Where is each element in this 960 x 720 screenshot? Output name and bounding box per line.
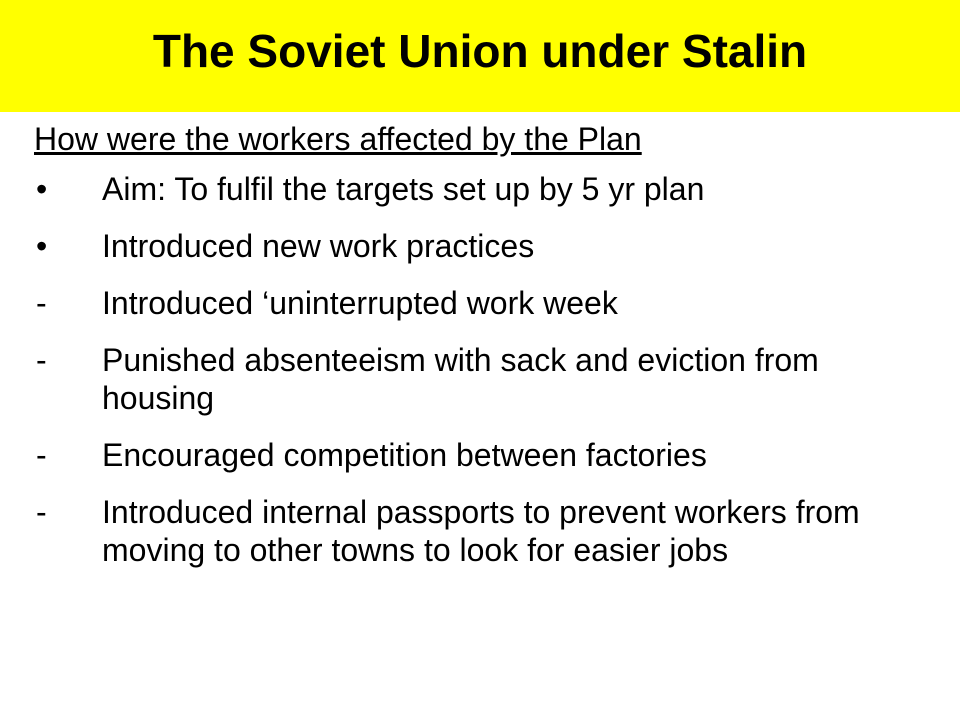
slide-subheading: How were the workers affected by the Plan xyxy=(34,121,642,157)
list-item xyxy=(34,493,934,569)
title-bar xyxy=(0,0,960,112)
bullet-marker: • xyxy=(36,171,48,207)
bullet-marker: • xyxy=(36,228,48,264)
list-item-text: Introduced internal passports to prevent workers from moving to other towns to look for easier jobs xyxy=(102,494,860,568)
slide-title: The Soviet Union under Stalin xyxy=(152,25,808,77)
list-item-text: Introduced new work practices xyxy=(102,228,535,264)
list-item xyxy=(34,341,934,417)
slide-content xyxy=(34,116,934,588)
list-item-text: Encouraged competition between factories xyxy=(102,437,707,473)
list-item xyxy=(34,227,934,265)
dash-marker: - xyxy=(36,342,47,378)
list-item xyxy=(34,170,934,208)
list-item-text: Punished absenteeism with sack and eviction from housing xyxy=(102,342,819,416)
dash-marker: - xyxy=(36,437,47,473)
list-item-text: Introduced ‘uninterrupted work week xyxy=(102,285,618,321)
dash-marker: - xyxy=(36,285,47,321)
dash-marker: - xyxy=(36,494,47,530)
list-item-text: Aim: To fulfil the targets set up by 5 yr plan xyxy=(102,171,705,207)
list-item xyxy=(34,436,934,474)
list-item xyxy=(34,284,934,322)
